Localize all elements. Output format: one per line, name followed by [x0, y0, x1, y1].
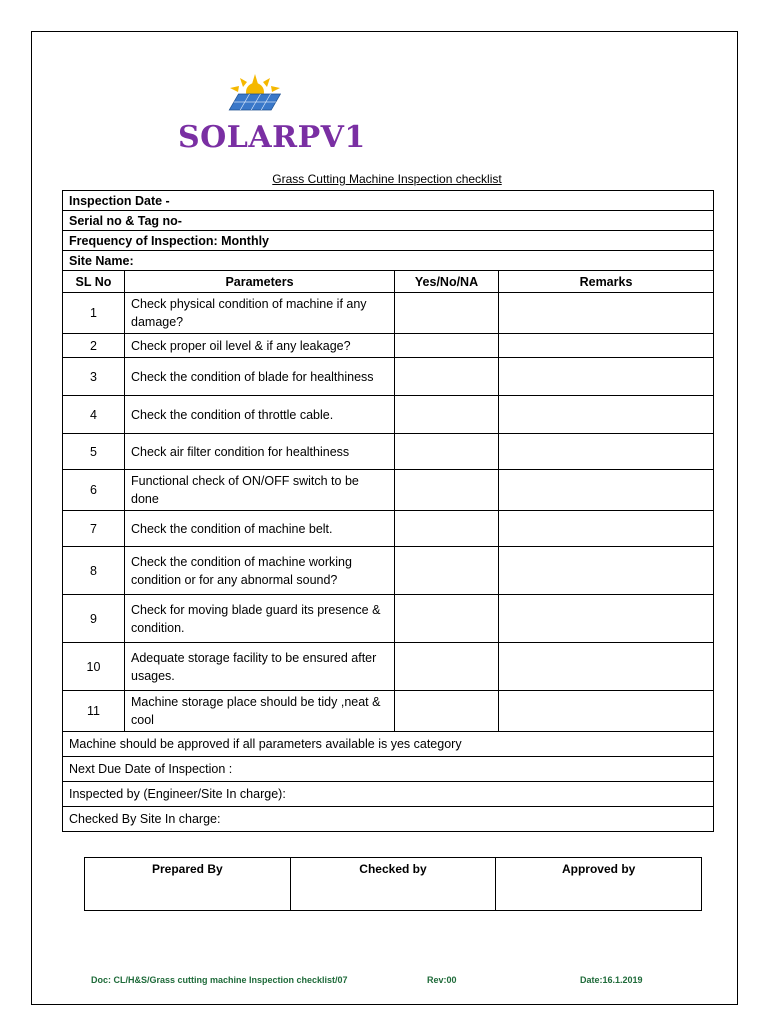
row-sl-no: 8: [63, 547, 125, 595]
footer-revision: Rev:00: [427, 975, 457, 985]
col-sl-no: SL No: [63, 271, 125, 293]
row-parameter: Check the condition of blade for healthiness: [125, 358, 395, 396]
row-yes-no-na-cell[interactable]: [395, 547, 499, 595]
table-row: [63, 334, 714, 358]
row-parameter: Check the condition of throttle cable.: [125, 396, 395, 434]
header-field-row: [63, 191, 714, 211]
row-parameter: Check for moving blade guard its presence & condition.: [125, 595, 395, 643]
solar-panel-icon: [220, 72, 290, 117]
footer-field-row: [63, 732, 714, 757]
table-row: [63, 358, 714, 396]
prepared-by-cell[interactable]: Prepared By: [85, 858, 291, 911]
row-remarks-cell[interactable]: [499, 511, 714, 547]
row-sl-no: 5: [63, 434, 125, 470]
row-remarks-cell[interactable]: [499, 358, 714, 396]
row-parameter: Check the condition of machine belt.: [125, 511, 395, 547]
row-yes-no-na-cell[interactable]: [395, 470, 499, 511]
inspection-date-field: Inspection Date -: [63, 191, 714, 211]
table-row: [63, 511, 714, 547]
row-remarks-cell[interactable]: [499, 595, 714, 643]
company-logo: [178, 72, 366, 162]
row-parameter: Machine storage place should be tidy ,neat & cool: [125, 691, 395, 732]
table-row: [63, 293, 714, 334]
inspection-checklist-table: [62, 190, 714, 832]
row-remarks-cell[interactable]: [499, 293, 714, 334]
footer-field-row: [63, 782, 714, 807]
row-sl-no: 7: [63, 511, 125, 547]
row-parameter: Functional check of ON/OFF switch to be done: [125, 470, 395, 511]
col-parameters: Parameters: [125, 271, 395, 293]
table-row: [63, 643, 714, 691]
footer-field: Next Due Date of Inspection :: [63, 757, 714, 782]
header-field-row: [63, 251, 714, 271]
row-remarks-cell[interactable]: [499, 643, 714, 691]
column-header-row: [63, 271, 714, 293]
row-yes-no-na-cell[interactable]: [395, 293, 499, 334]
row-yes-no-na-cell[interactable]: [395, 334, 499, 358]
row-parameter: Check physical condition of machine if any damage?: [125, 293, 395, 334]
row-remarks-cell[interactable]: [499, 470, 714, 511]
approved-by-cell[interactable]: Approved by: [496, 858, 702, 911]
row-remarks-cell[interactable]: [499, 434, 714, 470]
row-sl-no: 6: [63, 470, 125, 511]
signoff-table: [84, 857, 702, 911]
table-row: [63, 396, 714, 434]
row-parameter: Adequate storage facility to be ensured after usages.: [125, 643, 395, 691]
checked-by-cell[interactable]: Checked by: [290, 858, 496, 911]
footer-field-row: [63, 807, 714, 832]
footer-field: Machine should be approved if all parameters available is yes category: [63, 732, 714, 757]
footer-date: Date:16.1.2019: [580, 975, 643, 985]
row-remarks-cell[interactable]: [499, 547, 714, 595]
row-yes-no-na-cell[interactable]: [395, 511, 499, 547]
footer-field: Inspected by (Engineer/Site In charge):: [63, 782, 714, 807]
header-field-row: [63, 231, 714, 251]
row-sl-no: 9: [63, 595, 125, 643]
row-remarks-cell[interactable]: [499, 396, 714, 434]
row-yes-no-na-cell[interactable]: [395, 396, 499, 434]
row-parameter: Check proper oil level & if any leakage?: [125, 334, 395, 358]
row-remarks-cell[interactable]: [499, 691, 714, 732]
row-sl-no: 3: [63, 358, 125, 396]
frequency-field: Frequency of Inspection: Monthly: [63, 231, 714, 251]
table-row: [63, 547, 714, 595]
site-name-field: Site Name:: [63, 251, 714, 271]
header-field-row: [63, 211, 714, 231]
row-yes-no-na-cell[interactable]: [395, 643, 499, 691]
row-yes-no-na-cell[interactable]: [395, 358, 499, 396]
col-yes-no-na: Yes/No/NA: [395, 271, 499, 293]
row-sl-no: 2: [63, 334, 125, 358]
row-yes-no-na-cell[interactable]: [395, 691, 499, 732]
row-yes-no-na-cell[interactable]: [395, 434, 499, 470]
row-parameter: Check the condition of machine working condition or for any abnormal sound?: [125, 547, 395, 595]
logo-text: SOLARPV1: [178, 120, 366, 155]
row-parameter: Check air filter condition for healthiness: [125, 434, 395, 470]
table-row: [63, 691, 714, 732]
row-remarks-cell[interactable]: [499, 334, 714, 358]
table-row: [63, 470, 714, 511]
footer-field: Checked By Site In charge:: [63, 807, 714, 832]
serial-tag-field: Serial no & Tag no-: [63, 211, 714, 231]
row-sl-no: 1: [63, 293, 125, 334]
col-remarks: Remarks: [499, 271, 714, 293]
table-row: [63, 434, 714, 470]
row-sl-no: 4: [63, 396, 125, 434]
row-yes-no-na-cell[interactable]: [395, 595, 499, 643]
row-sl-no: 11: [63, 691, 125, 732]
document-title: Grass Cutting Machine Inspection checklist: [272, 172, 502, 186]
footer-field-row: [63, 757, 714, 782]
table-row: [63, 595, 714, 643]
row-sl-no: 10: [63, 643, 125, 691]
footer-doc-ref: Doc: CL/H&S/Grass cutting machine Inspection checklist/07: [91, 975, 348, 985]
